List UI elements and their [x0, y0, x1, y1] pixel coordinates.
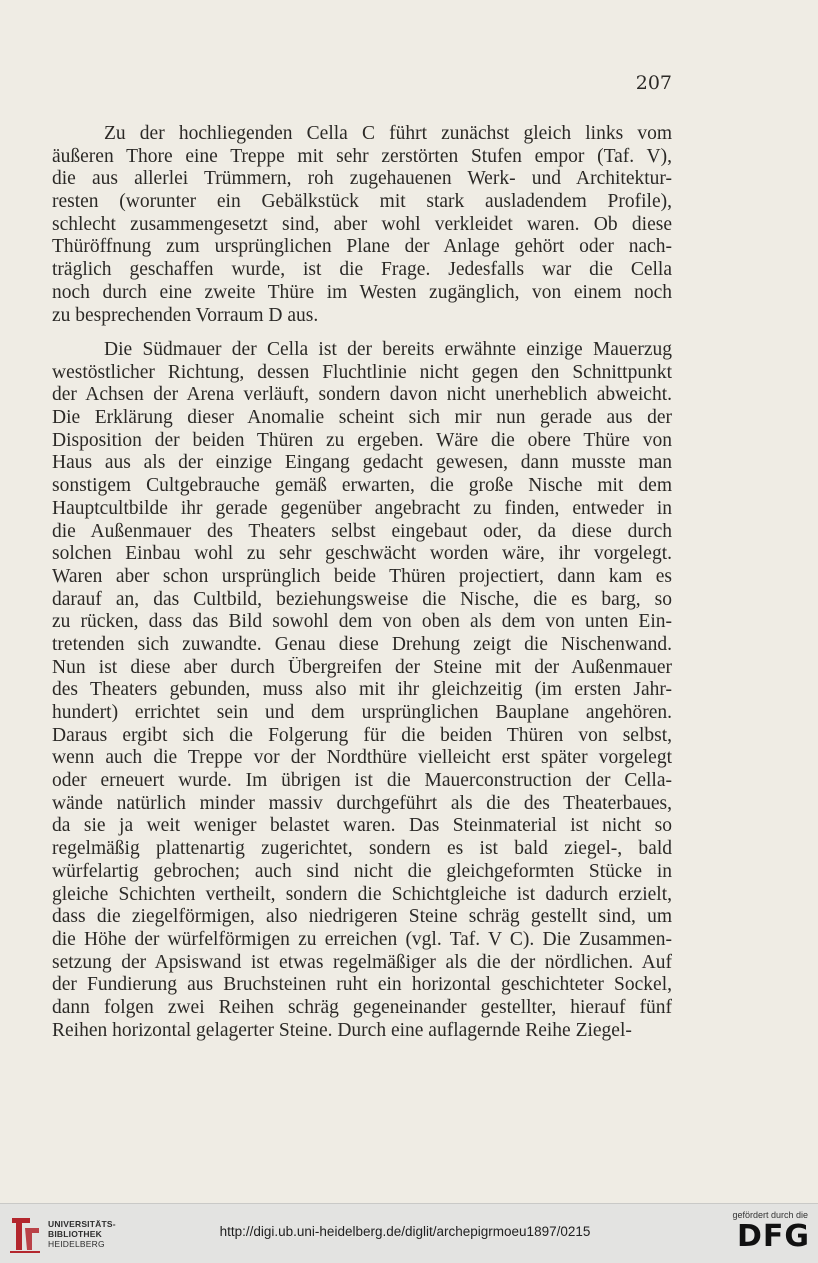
- text-line: zu besprechenden Vorraum D aus.: [52, 304, 319, 326]
- text-line: darauf an, das Cultbild, beziehungsweise die Nische, die es barg, so: [52, 588, 672, 610]
- dfg-logo-text: DFG: [736, 1219, 810, 1254]
- text-line: dann folgen zwei Reihen schräg gegeneinander gestellter, hierauf fünf: [52, 996, 672, 1018]
- text-line: westöstlicher Richtung, dessen Fluchtlinie nicht gegen den Schnittpunkt: [52, 361, 672, 383]
- text-line: wenn auch die Treppe vor der Nordthüre vielleicht erst später vorgelegt: [52, 747, 672, 769]
- text-line: gleiche Schichten vertheilt, sondern die Schichtgleiche ist dadurch erzielt,: [52, 883, 672, 905]
- library-name-line-3: HEIDELBERG: [48, 1239, 105, 1249]
- library-emblem-icon: [8, 1214, 42, 1254]
- text-line: solchen Einbau wohl zu sehr geschwächt worden wäre, ihr vorgelegt.: [52, 543, 672, 565]
- text-line: da sie ja weit weniger belastet waren. Das Steinmaterial ist nicht so: [52, 815, 672, 837]
- text-line: träglich geschaffen wurde, ist die Frage. Jedesfalls war die Cella: [52, 259, 672, 281]
- text-line: setzung der Apsiswand ist etwas regelmäßiger als die der nördlichen. Auf: [52, 951, 672, 973]
- page-number: 207: [635, 72, 672, 94]
- text-line: Daraus ergibt sich die Folgerung für die beiden Thüren von selbst,: [52, 724, 672, 746]
- library-name: [48, 1219, 116, 1249]
- text-line: der Fundierung aus Bruchsteinen ruht ein horizontal geschichteter Sockel,: [52, 974, 672, 996]
- text-line: noch durch eine zweite Thüre im Westen zugänglich, von einem noch: [52, 281, 672, 303]
- library-name-line-1: UNIVERSITÄTS-: [48, 1219, 116, 1229]
- text-line: Haus aus als der einzige Eingang gedacht gewesen, dann musste man: [52, 452, 672, 474]
- text-line: zu rücken, dass das Bild sowohl dem von oben als dem von unten Ein-: [52, 611, 672, 633]
- text-line: schlecht zusammengesetzt sind, aber wohl verkleidet waren. Ob diese: [52, 213, 672, 235]
- text-line: hundert) errichtet sein und dem ursprünglichen Bauplane angehören.: [52, 702, 672, 723]
- text-line: Die Erklärung dieser Anomalie scheint sich mir nun gerade aus der: [52, 407, 672, 429]
- text-line: resten (worunter ein Gebälkstück mit stark ausladendem Profile),: [52, 191, 672, 213]
- text-line: Disposition der beiden Thüren zu ergeben. Wäre die obere Thüre von: [52, 429, 672, 451]
- text-line: sonstigem Cultgebrauche gemäß erwarten, die große Nische mit dem: [52, 475, 672, 497]
- text-line: tretenden sich zuwandte. Genau diese Drehung zeigt die Nischenwand.: [52, 633, 672, 655]
- paragraph-1: [52, 123, 672, 327]
- text-line: wände natürlich minder massiv durchgeführt als die des Theaterbaues,: [52, 792, 672, 814]
- permalink-url[interactable]: http://digi.ub.uni-heidelberg.de/diglit/archepigrmoeu1897/0215: [219, 1224, 591, 1239]
- text-line: die Höhe der würfelförmigen zu erreichen (vgl. Taf. V C). Die Zusammen-: [52, 928, 672, 950]
- paragraph-2: [52, 339, 672, 1042]
- text-line: Thüröffnung zum ursprünglichen Plane der Anlage gehört oder nach-: [52, 236, 672, 258]
- dfg-funding-logo[interactable]: [710, 1210, 810, 1260]
- university-library-logo[interactable]: [8, 1214, 148, 1254]
- text-line: die Außenmauer des Theaters selbst eingebaut oder, da diese durch: [52, 520, 672, 542]
- text-line: oder erneuert wurde. Im übrigen ist die Mauerconstruction der Cella-: [52, 770, 672, 792]
- library-name-line-2: BIBLIOTHEK: [48, 1229, 102, 1239]
- text-line: Reihen horizontal gelagerter Steine. Durch eine auflagernde Reihe Ziegel-: [52, 1019, 632, 1041]
- text-line: würfelartig gebrochen; auch sind nicht die gleichgeformten Stücke in: [52, 860, 672, 882]
- text-line: die aus allerlei Trümmern, roh zugehauenen Werk- und Architektur-: [52, 168, 672, 190]
- funding-caption: gefördert durch die: [732, 1210, 808, 1220]
- text-line: Hauptcultbilde ihr gerade gegenüber angebracht zu finden, entweder in: [52, 497, 672, 519]
- text-line: Zu der hochliegenden Cella C führt zunächst gleich links vom: [104, 123, 672, 144]
- text-line: Waren aber schon ursprünglich beide Thüren projectiert, dann kam es: [52, 565, 672, 587]
- text-line: Die Südmauer der Cella ist der bereits erwähnte einzige Mauerzug: [104, 339, 672, 360]
- viewer-footer: [0, 1203, 818, 1263]
- text-line: Nun ist diese aber durch Übergreifen der Steine mit der Außenmauer: [52, 656, 672, 678]
- text-line: der Achsen der Arena verläuft, sondern davon nicht unerheblich abweicht.: [52, 384, 672, 406]
- text-line: dass die ziegelförmigen, also niedrigeren Steine schräg gestellt sind, um: [52, 906, 672, 928]
- text-line: äußeren Thore eine Treppe mit sehr zerstörten Stufen empor (Taf. V),: [52, 145, 672, 167]
- text-line: des Theaters gebunden, muss also mit ihr gleichzeitig (im ersten Jahr-: [52, 679, 672, 701]
- text-line: regelmäßig plattenartig zugerichtet, sondern es ist bald ziegel-, bald: [52, 838, 672, 860]
